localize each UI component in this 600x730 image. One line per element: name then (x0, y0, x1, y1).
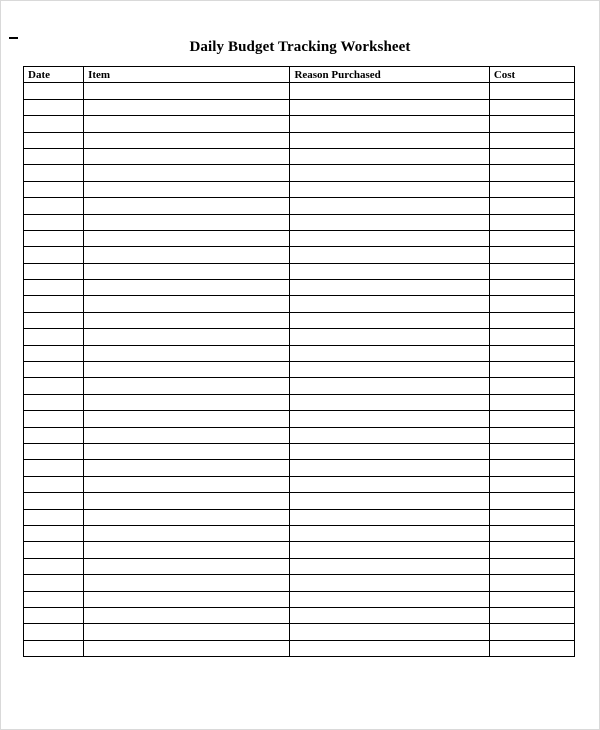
table-row (24, 443, 575, 459)
cell-item[interactable] (84, 230, 290, 246)
cell-reason[interactable] (290, 476, 489, 492)
cell-reason[interactable] (290, 116, 489, 132)
cell-item[interactable] (84, 378, 290, 394)
cell-reason[interactable] (290, 509, 489, 525)
cell-date[interactable] (24, 558, 84, 574)
table-row (24, 362, 575, 378)
table-row (24, 230, 575, 246)
column-header-reason: Reason Purchased (290, 67, 489, 83)
cell-item[interactable] (84, 411, 290, 427)
cell-cost[interactable] (489, 493, 574, 509)
cell-item[interactable] (84, 263, 290, 279)
cell-item[interactable] (84, 591, 290, 607)
budget-table (23, 66, 575, 657)
table-row (24, 214, 575, 230)
cell-date[interactable] (24, 345, 84, 361)
cell-cost[interactable] (489, 99, 574, 115)
cell-cost[interactable] (489, 296, 574, 312)
table-row (24, 247, 575, 263)
cell-date[interactable] (24, 83, 84, 99)
cell-date[interactable] (24, 378, 84, 394)
cell-reason[interactable] (290, 83, 489, 99)
cell-cost[interactable] (489, 378, 574, 394)
cell-item[interactable] (84, 575, 290, 591)
cell-item[interactable] (84, 247, 290, 263)
cell-reason[interactable] (290, 263, 489, 279)
cell-date[interactable] (24, 165, 84, 181)
cell-item[interactable] (84, 99, 290, 115)
cell-date[interactable] (24, 575, 84, 591)
cell-cost[interactable] (489, 132, 574, 148)
cell-date[interactable] (24, 624, 84, 640)
cell-date[interactable] (24, 509, 84, 525)
table-row (24, 116, 575, 132)
table-row (24, 525, 575, 541)
cell-item[interactable] (84, 280, 290, 296)
cell-date[interactable] (24, 493, 84, 509)
cell-cost[interactable] (489, 198, 574, 214)
cell-item[interactable] (84, 558, 290, 574)
table-row (24, 181, 575, 197)
cell-cost[interactable] (489, 542, 574, 558)
cell-cost[interactable] (489, 476, 574, 492)
cell-item[interactable] (84, 329, 290, 345)
cell-reason[interactable] (290, 411, 489, 427)
cell-cost[interactable] (489, 263, 574, 279)
cell-item[interactable] (84, 83, 290, 99)
cell-cost[interactable] (489, 312, 574, 328)
cell-item[interactable] (84, 198, 290, 214)
cell-date[interactable] (24, 607, 84, 623)
cell-cost[interactable] (489, 411, 574, 427)
cell-reason[interactable] (290, 460, 489, 476)
column-header-item: Item (84, 67, 290, 83)
table-row (24, 460, 575, 476)
cell-reason[interactable] (290, 148, 489, 164)
cell-reason[interactable] (290, 312, 489, 328)
cell-item[interactable] (84, 443, 290, 459)
cell-item[interactable] (84, 394, 290, 410)
cell-cost[interactable] (489, 148, 574, 164)
table-row (24, 83, 575, 99)
cell-date[interactable] (24, 411, 84, 427)
table-row (24, 345, 575, 361)
cell-item[interactable] (84, 624, 290, 640)
cell-reason[interactable] (290, 99, 489, 115)
table-row (24, 542, 575, 558)
table-row (24, 591, 575, 607)
cell-cost[interactable] (489, 624, 574, 640)
cell-reason[interactable] (290, 132, 489, 148)
cell-item[interactable] (84, 362, 290, 378)
table-row (24, 411, 575, 427)
cell-cost[interactable] (489, 394, 574, 410)
cell-cost[interactable] (489, 443, 574, 459)
cell-cost[interactable] (489, 214, 574, 230)
cell-cost[interactable] (489, 460, 574, 476)
cell-item[interactable] (84, 296, 290, 312)
table-row (24, 394, 575, 410)
cell-date[interactable] (24, 542, 84, 558)
table-row (24, 99, 575, 115)
cell-date[interactable] (24, 148, 84, 164)
cell-reason[interactable] (290, 607, 489, 623)
cell-date[interactable] (24, 427, 84, 443)
cell-cost[interactable] (489, 591, 574, 607)
cell-date[interactable] (24, 640, 84, 656)
table-row (24, 165, 575, 181)
cell-cost[interactable] (489, 181, 574, 197)
cell-date[interactable] (24, 460, 84, 476)
cell-date[interactable] (24, 394, 84, 410)
table-row (24, 263, 575, 279)
column-header-date: Date (24, 67, 84, 83)
table-body (24, 83, 575, 657)
cell-date[interactable] (24, 296, 84, 312)
cell-date[interactable] (24, 280, 84, 296)
cell-date[interactable] (24, 198, 84, 214)
cell-cost[interactable] (489, 165, 574, 181)
table-row (24, 378, 575, 394)
cell-reason[interactable] (290, 558, 489, 574)
cell-date[interactable] (24, 263, 84, 279)
table-row (24, 624, 575, 640)
cell-cost[interactable] (489, 575, 574, 591)
cell-item[interactable] (84, 607, 290, 623)
cell-item[interactable] (84, 312, 290, 328)
cell-item[interactable] (84, 132, 290, 148)
cell-reason[interactable] (290, 181, 489, 197)
table-row (24, 493, 575, 509)
worksheet-title: Daily Budget Tracking Worksheet (189, 39, 411, 55)
cell-item[interactable] (84, 460, 290, 476)
cell-cost[interactable] (489, 345, 574, 361)
table-row (24, 132, 575, 148)
cell-date[interactable] (24, 329, 84, 345)
cell-reason[interactable] (290, 345, 489, 361)
cell-reason[interactable] (290, 640, 489, 656)
table-row (24, 312, 575, 328)
cell-item[interactable] (84, 542, 290, 558)
table-row (24, 427, 575, 443)
cell-date[interactable] (24, 591, 84, 607)
cell-cost[interactable] (489, 427, 574, 443)
header-row (24, 67, 575, 83)
table-row (24, 509, 575, 525)
cell-reason[interactable] (290, 165, 489, 181)
table-row (24, 558, 575, 574)
cell-reason[interactable] (290, 362, 489, 378)
cell-reason[interactable] (290, 214, 489, 230)
cell-cost[interactable] (489, 280, 574, 296)
cell-cost[interactable] (489, 509, 574, 525)
cell-reason[interactable] (290, 624, 489, 640)
cell-item[interactable] (84, 525, 290, 541)
cell-reason[interactable] (290, 427, 489, 443)
cell-cost[interactable] (489, 525, 574, 541)
cell-cost[interactable] (489, 640, 574, 656)
cell-reason[interactable] (290, 542, 489, 558)
cell-item[interactable] (84, 345, 290, 361)
table-row (24, 148, 575, 164)
cell-date[interactable] (24, 312, 84, 328)
table-row (24, 329, 575, 345)
cell-item[interactable] (84, 476, 290, 492)
table-row (24, 280, 575, 296)
cell-date[interactable] (24, 99, 84, 115)
cell-cost[interactable] (489, 230, 574, 246)
column-header-cost: Cost (489, 67, 574, 83)
cell-cost[interactable] (489, 607, 574, 623)
cell-cost[interactable] (489, 362, 574, 378)
table-row (24, 296, 575, 312)
cell-date[interactable] (24, 525, 84, 541)
cell-cost[interactable] (489, 116, 574, 132)
cell-reason[interactable] (290, 296, 489, 312)
cell-reason[interactable] (290, 247, 489, 263)
cell-item[interactable] (84, 493, 290, 509)
cell-date[interactable] (24, 247, 84, 263)
cell-date[interactable] (24, 476, 84, 492)
cell-date[interactable] (24, 214, 84, 230)
table-row (24, 198, 575, 214)
table-row (24, 575, 575, 591)
cell-reason[interactable] (290, 198, 489, 214)
cell-reason[interactable] (290, 493, 489, 509)
table-row (24, 476, 575, 492)
cell-item[interactable] (84, 427, 290, 443)
cell-cost[interactable] (489, 329, 574, 345)
cell-cost[interactable] (489, 83, 574, 99)
cell-cost[interactable] (489, 247, 574, 263)
cell-reason[interactable] (290, 591, 489, 607)
cell-item[interactable] (84, 181, 290, 197)
cell-item[interactable] (84, 640, 290, 656)
cell-item[interactable] (84, 214, 290, 230)
cell-date[interactable] (24, 132, 84, 148)
cell-date[interactable] (24, 443, 84, 459)
cell-reason[interactable] (290, 394, 489, 410)
cell-date[interactable] (24, 230, 84, 246)
cell-reason[interactable] (290, 378, 489, 394)
cell-reason[interactable] (290, 443, 489, 459)
cell-date[interactable] (24, 181, 84, 197)
cell-reason[interactable] (290, 525, 489, 541)
cell-item[interactable] (84, 116, 290, 132)
cell-cost[interactable] (489, 558, 574, 574)
table-row (24, 640, 575, 656)
cell-reason[interactable] (290, 230, 489, 246)
cell-item[interactable] (84, 148, 290, 164)
cell-reason[interactable] (290, 280, 489, 296)
cell-reason[interactable] (290, 329, 489, 345)
table-row (24, 607, 575, 623)
cell-reason[interactable] (290, 575, 489, 591)
cell-item[interactable] (84, 509, 290, 525)
cell-date[interactable] (24, 362, 84, 378)
cell-date[interactable] (24, 116, 84, 132)
cell-item[interactable] (84, 165, 290, 181)
